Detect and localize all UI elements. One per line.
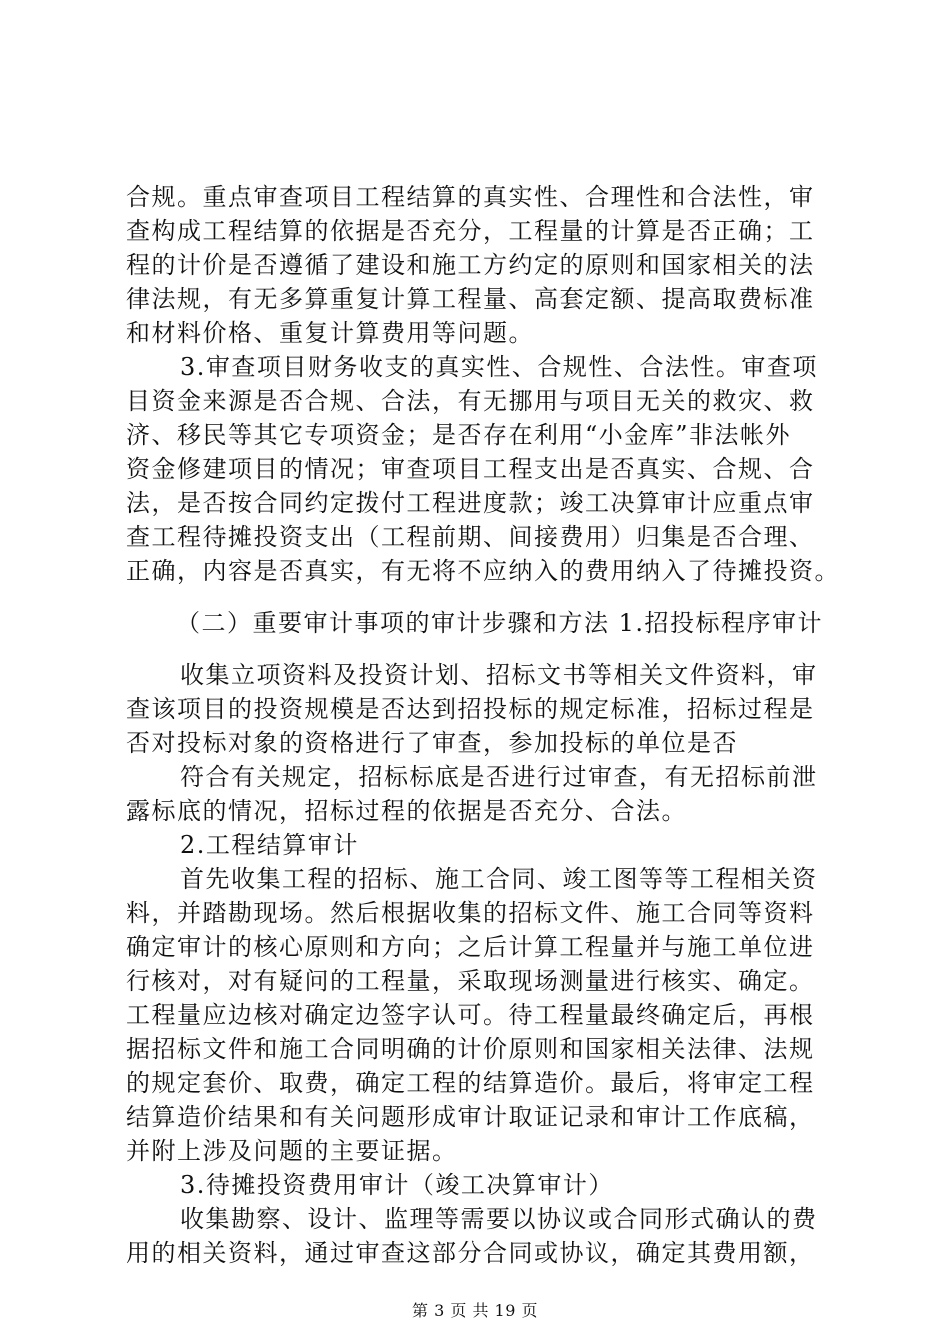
body-line: 律法规，有无多算重复计算工程量、高套定额、提高取费标准 [126, 285, 815, 313]
body-line: 的规定套价、取费，确定工程的结算造价。最后，将审定工程 [126, 1069, 815, 1097]
body-line: 确定审计的核心原则和方向；之后计算工程量并与施工单位进 [126, 933, 815, 961]
body-line: 资金修建项目的情况；审查项目工程支出是否真实、合规、合 [126, 455, 815, 483]
body-line: 用的相关资料，通过审查这部分合同或协议，确定其费用额， [126, 1239, 815, 1267]
subsection-heading: 2.工程结算审计 [180, 831, 359, 859]
section-heading: （二）重要审计事项的审计步骤和方法 1.招投标程序审计 [176, 609, 824, 637]
body-line: 正确，内容是否真实，有无将不应纳入的费用纳入了待摊投资。 [126, 557, 840, 585]
page-footer: 第 3 页 共 19 页 [412, 1301, 538, 1320]
subsection-heading: 3.待摊投资费用审计（竣工决算审计） [180, 1171, 614, 1199]
body-line: 工程量应边核对确定边签字认可。待工程量最终确定后，再根 [126, 1001, 815, 1029]
body-line: 收集立项资料及投资计划、招标文书等相关文件资料，审 [180, 661, 818, 689]
body-line: 法，是否按合同约定拨付工程进度款；竣工决算审计应重点审 [126, 489, 815, 517]
body-line: 查该项目的投资规模是否达到招投标的规定标准，招标过程是 [126, 695, 815, 723]
body-line: 合规。重点审查项目工程结算的真实性、合理性和合法性，审 [126, 183, 815, 211]
body-line: 露标底的情况，招标过程的依据是否充分、合法。 [126, 797, 687, 825]
body-line: 据招标文件和施工合同明确的计价原则和国家相关法律、法规 [126, 1035, 815, 1063]
body-line: 和材料价格、重复计算费用等问题。 [126, 319, 534, 347]
body-line: 首先收集工程的招标、施工合同、竣工图等等工程相关资 [180, 865, 818, 893]
body-line: 3.审查项目财务收支的真实性、合规性、合法性。审查项 [180, 353, 818, 381]
body-line: 并附上涉及问题的主要证据。 [126, 1137, 458, 1165]
body-line: 符合有关规定，招标标底是否进行过审查，有无招标前泄 [180, 763, 818, 791]
body-line: 目资金来源是否合规、合法，有无挪用与项目无关的救灾、救 [126, 387, 815, 415]
body-line: 济、移民等其它专项资金；是否存在利用“小金库”非法帐外 [126, 421, 792, 449]
body-line: 否对投标对象的资格进行了审查，参加投标的单位是否 [126, 729, 738, 757]
body-line: 查构成工程结算的依据是否充分，工程量的计算是否正确；工 [126, 217, 815, 245]
body-line: 收集勘察、设计、监理等需要以协议或合同形式确认的费 [180, 1205, 818, 1233]
body-line: 结算造价结果和有关问题形成审计取证记录和审计工作底稿， [126, 1103, 815, 1131]
body-line: 程的计价是否遵循了建设和施工方约定的原则和国家相关的法 [126, 251, 815, 279]
body-line: 查工程待摊投资支出（工程前期、间接费用）归集是否合理、 [126, 523, 815, 551]
body-line: 行核对，对有疑问的工程量，采取现场测量进行核实、确定。 [126, 967, 815, 995]
body-line: 料，并踏勘现场。然后根据收集的招标文件、施工合同等资料 [126, 899, 815, 927]
